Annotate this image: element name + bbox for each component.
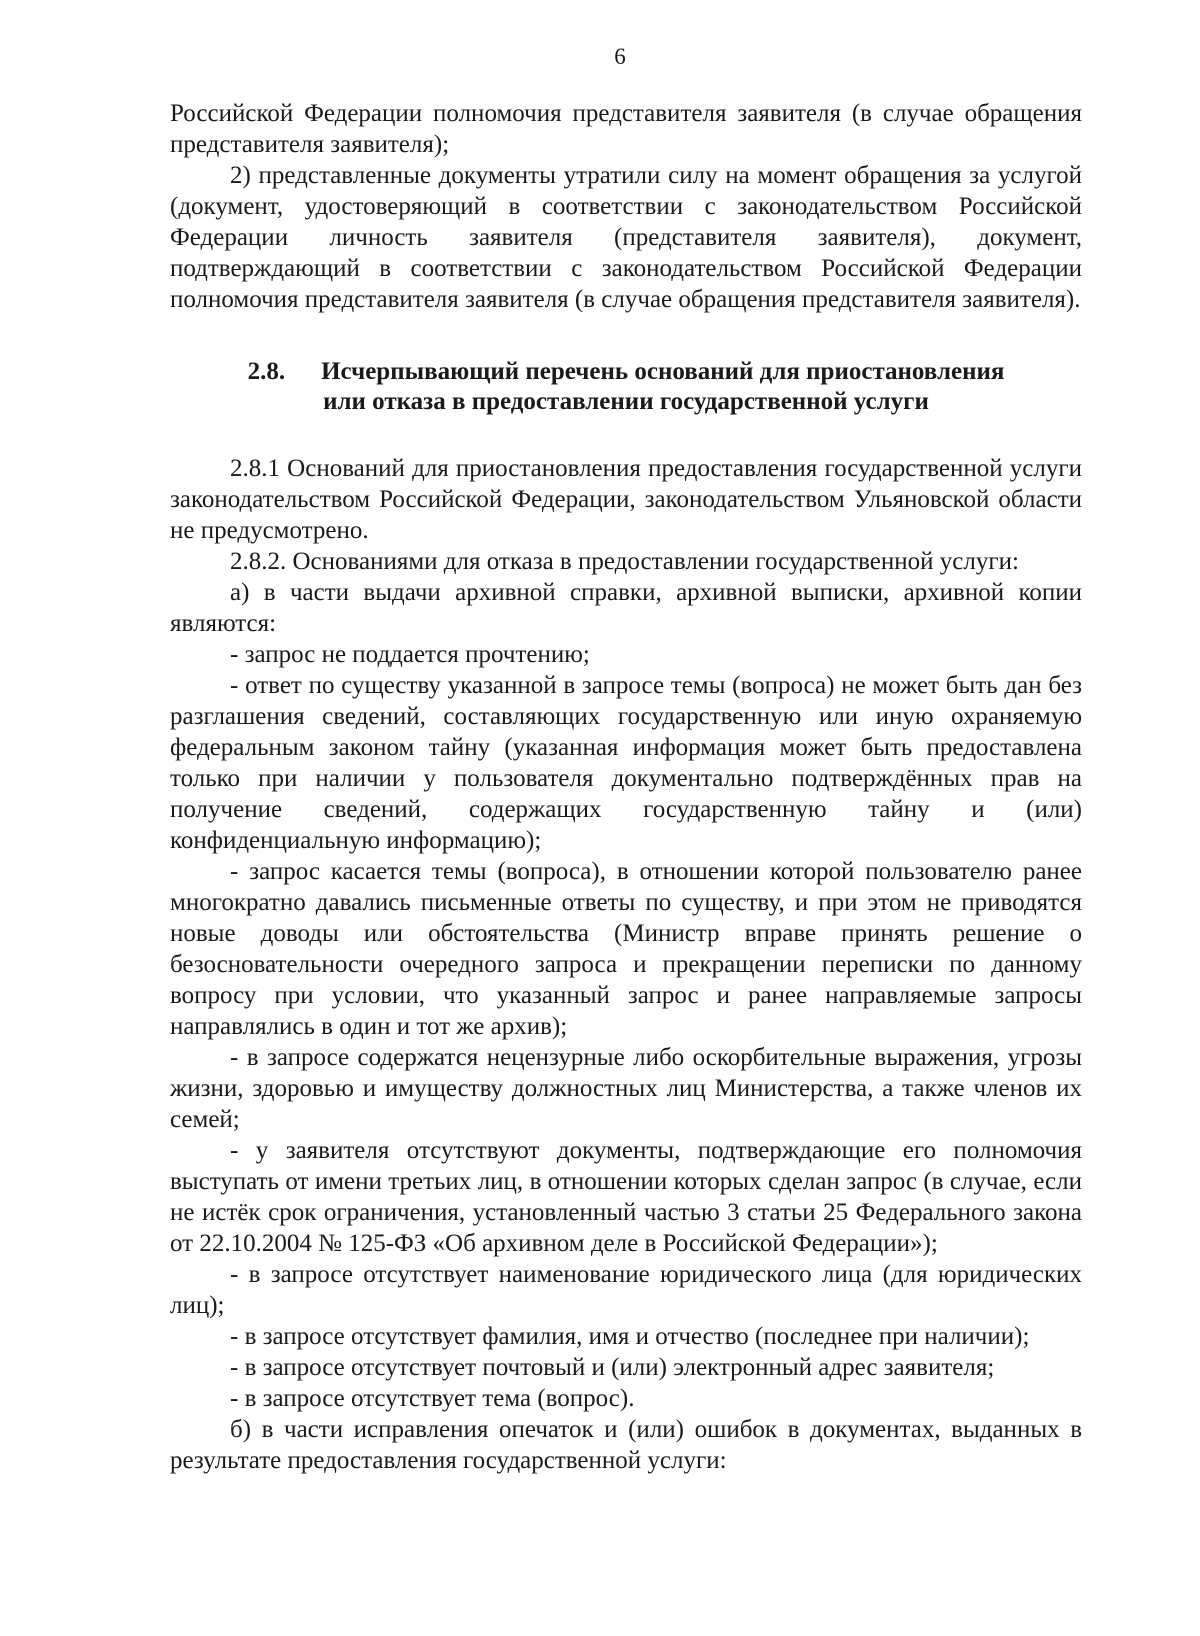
section-number: 2.8.	[247, 358, 286, 385]
section-heading	[170, 357, 1082, 387]
paragraph-continuation: Российской Федерации полномочия представителя заявителя (в случае обращения представителя заявителя);	[170, 100, 1082, 158]
list-item: - у заявителя отсутствуют документы, подтверждающие его полномочия выступать от имени третьих лиц, в отношении которых сделан запрос (в случае, если не истёк срок ограничения, установленный частью 3 статьи 25 Федерального закона от 22.10.2004 № 125-ФЗ «Об архивном деле в Российской Федерации»);	[170, 1137, 1082, 1257]
list-item: - в запросе отсутствует тема (вопрос).	[230, 1385, 635, 1412]
list-item: - запрос касается темы (вопроса), в отношении которой пользователю ранее многократно давались письменные ответы по существу, и при этом не приводятся новые доводы или обстоятельства (Министр вправе принять решение о безосновательности очередного запроса и прекращении переписки по данному вопросу при условии, что указанный запрос и ранее направляемые запросы направлялись в один и тот же архив);	[170, 858, 1082, 1040]
list-item: - в запросе отсутствует фамилия, имя и отчество (последнее при наличии);	[230, 1323, 1030, 1350]
paragraph-a: а) в части выдачи архивной справки, архивной выписки, архивной копии являются:	[170, 579, 1082, 637]
list-item: - в запросе отсутствует наименование юридического лица (для юридических лиц);	[170, 1261, 1082, 1319]
section-title-line1: Исчерпывающий перечень оснований для приостановления	[321, 358, 1005, 385]
paragraph-2-8-2: 2.8.2. Основаниями для отказа в предоставлении государственной услуги:	[230, 548, 1019, 575]
page-number: 6	[614, 44, 626, 69]
list-item: - в запросе содержатся нецензурные либо оскорбительные выражения, угрозы жизни, здоровью и имуществу должностных лиц Министерства, а также членов их семей;	[170, 1044, 1082, 1133]
paragraph-item-2: 2) представленные документы утратили силу на момент обращения за услугой (документ, удостоверяющий в соответствии с законодательством Российской Федерации личность заявителя (представителя заявителя), документ, подтверждающий в соответствии с законодательством Российской Федерации полномочия представителя заявителя (в случае обращения представителя заявителя).	[170, 162, 1082, 313]
list-item: - ответ по существу указанной в запросе темы (вопроса) не может быть дан без разглашения сведений, составляющих государственную или иную охраняемую федеральным законом тайну (указанная информация может быть предоставлена только при наличии у пользователя документально подтверждённых прав на получение сведений, содержащих государственную тайну и (или) конфиденциальную информацию);	[170, 672, 1082, 854]
paragraph-2-8-1: 2.8.1 Оснований для приостановления предоставления государственной услуги законодательством Российской Федерации, законодательством Ульяновской области не предусмотрено.	[170, 455, 1082, 544]
paragraph-b: б) в части исправления опечаток и (или) ошибок в документах, выданных в результате предоставления государственной услуги:	[170, 1416, 1082, 1474]
list-item: - запрос не поддается прочтению;	[230, 641, 590, 668]
document-body	[170, 98, 1082, 1476]
list-item: - в запросе отсутствует почтовый и (или) электронный адрес заявителя;	[230, 1354, 995, 1381]
section-title-line2: или отказа в предоставлении государственной услуги	[323, 388, 929, 415]
section-heading-line2	[170, 387, 1082, 417]
